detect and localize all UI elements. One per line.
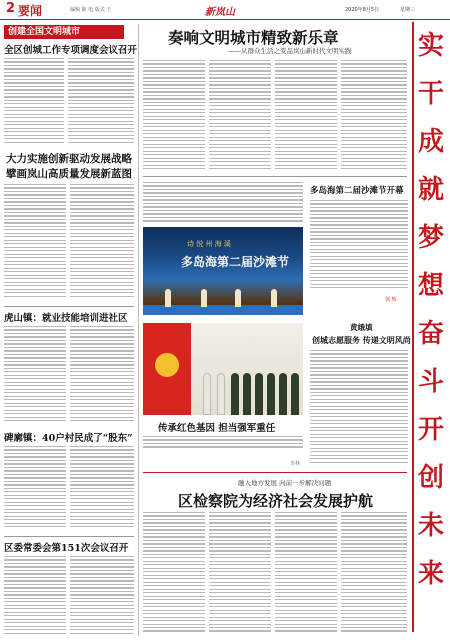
article-text bbox=[275, 512, 337, 636]
editor-meta: 编辑 陈 电 版式 王 bbox=[70, 7, 112, 13]
slogan-char: 来 bbox=[417, 559, 444, 589]
masthead-logo: 新岚山 bbox=[205, 7, 235, 18]
photo-banner-text: 多岛海第二届沙滩节 bbox=[181, 255, 290, 269]
slogan-char: 想 bbox=[417, 271, 444, 301]
article-text bbox=[143, 182, 303, 224]
section-banner: 创建全国文明城市 bbox=[4, 25, 124, 39]
bottom-kicker: 融入地方发展 向前一步解决问题 bbox=[238, 479, 332, 487]
article-text bbox=[341, 60, 407, 172]
section-title: 要闻 bbox=[18, 4, 43, 18]
beach-festival-headline: 多岛海第二届沙滩节开幕 bbox=[310, 186, 404, 196]
photo-slogan: 诗 悦 州 海 溪 bbox=[187, 240, 231, 248]
article-text bbox=[70, 556, 134, 636]
slogan-char: 实 bbox=[417, 31, 444, 61]
divider bbox=[4, 536, 134, 537]
divider bbox=[143, 472, 407, 473]
military-photo bbox=[143, 323, 303, 415]
issue-weekday: 星期三 bbox=[400, 7, 416, 13]
article-text bbox=[70, 326, 134, 426]
article-text bbox=[70, 184, 134, 302]
headline-standing-committee: 区委常委会第151次会议召开 bbox=[4, 543, 129, 554]
article-text bbox=[4, 326, 66, 426]
page-number: 2 bbox=[6, 1, 16, 16]
article-text bbox=[275, 60, 337, 172]
slogan-char: 梦 bbox=[417, 223, 444, 253]
divider bbox=[4, 306, 134, 307]
article-text bbox=[4, 184, 66, 302]
headline-innovation-2: 擘画岚山高质量发展新蓝图 bbox=[6, 168, 132, 180]
main-headline: 奏响文明城市精致新乐章 bbox=[168, 28, 339, 47]
bottom-headline: 区检察院为经济社会发展护航 bbox=[178, 492, 374, 510]
slogan-char: 干 bbox=[417, 79, 444, 109]
slogan-char: 开 bbox=[417, 415, 444, 445]
page-header bbox=[0, 0, 450, 20]
caption-text bbox=[143, 436, 303, 454]
vertical-slogan bbox=[412, 22, 448, 632]
caption-credit: 李林 bbox=[290, 461, 301, 467]
article-text bbox=[4, 556, 66, 636]
slogan-char: 创 bbox=[417, 463, 444, 493]
side-person: 黄娥填 bbox=[350, 323, 373, 332]
article-text bbox=[209, 60, 271, 172]
military-caption: 传承红色基因 担当强军重任 bbox=[158, 423, 276, 434]
article-text bbox=[70, 446, 134, 530]
column-rule bbox=[138, 24, 139, 636]
beach-festival-photo bbox=[143, 227, 303, 315]
article-text bbox=[68, 58, 134, 146]
article-text bbox=[310, 200, 408, 292]
article-text bbox=[4, 58, 64, 146]
article-text bbox=[310, 350, 408, 468]
article-text bbox=[4, 446, 66, 530]
headline-hushan: 虎山镇：就业技能培训进社区 bbox=[4, 313, 128, 324]
headline-beikuo: 碑廓镇：40户村民成了“股东” bbox=[4, 433, 133, 444]
beach-credit: 郭 辉 bbox=[385, 297, 397, 303]
headline-cc-meeting: 全区创城工作专项调度会议召开 bbox=[4, 45, 138, 56]
main-subhead: ——从群众生活之变品岚山新时代文明实践 bbox=[228, 47, 352, 55]
divider bbox=[143, 176, 407, 177]
slogan-char: 成 bbox=[417, 127, 444, 157]
slogan-char: 未 bbox=[417, 511, 444, 541]
slogan-char: 奋 bbox=[417, 319, 444, 349]
issue-date: 2020年8月5日 bbox=[345, 7, 380, 13]
article-text bbox=[341, 512, 407, 636]
article-text bbox=[143, 60, 205, 172]
headline-innovation: 大力实施创新驱动发展战略 bbox=[6, 153, 132, 165]
slogan-char: 斗 bbox=[417, 367, 444, 397]
side-headline: 创城志愿服务 传递文明风尚 bbox=[312, 335, 411, 345]
article-text bbox=[143, 512, 205, 636]
article-text bbox=[209, 512, 271, 636]
slogan-char: 就 bbox=[417, 175, 444, 205]
